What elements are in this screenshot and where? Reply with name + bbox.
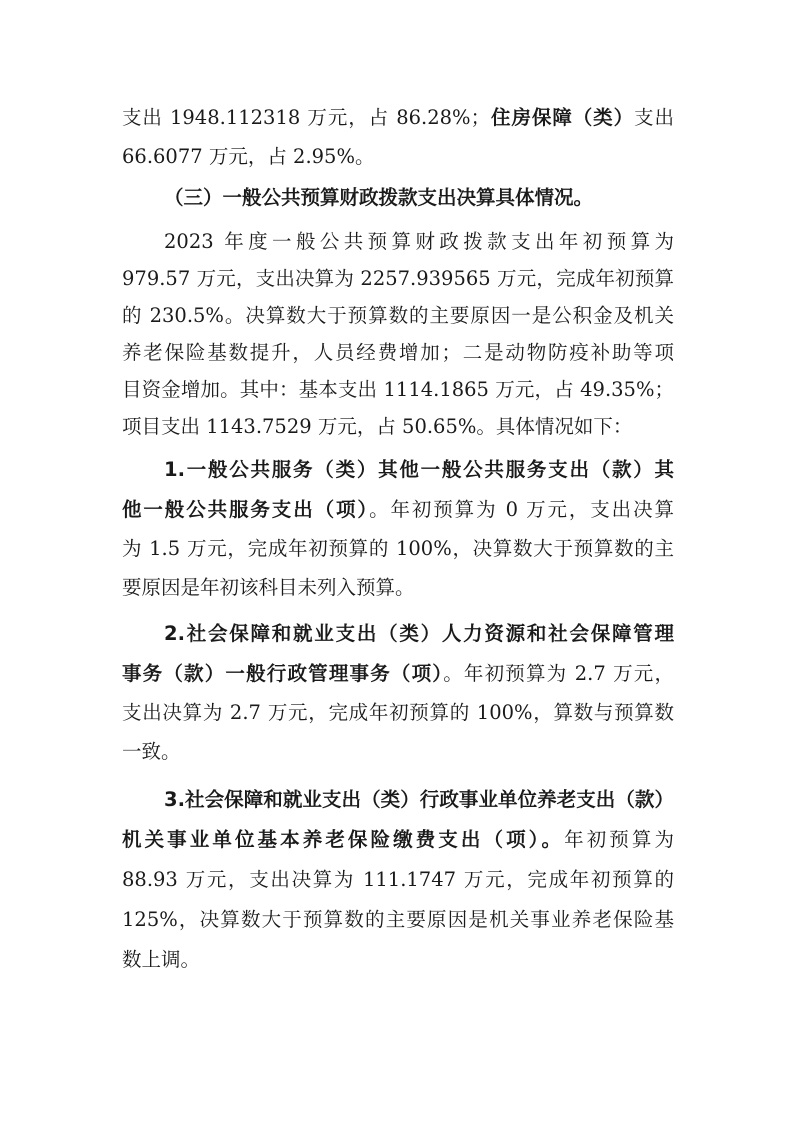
text-line: 为 1.5 万元，完成年初预算的 100%，决算数大于预算数的主 — [122, 537, 674, 560]
text-line: 目资金增加。其中：基本支出 1114.1865 万元，占 49.35%； — [122, 378, 674, 401]
text-line: 他一般公共服务支出（项）。年初预算为 0 万元，支出决算 — [122, 498, 674, 521]
text-line: 要原因是年初该科目未列入预算。 — [122, 576, 415, 599]
text-line: 数上调。 — [122, 948, 201, 971]
text-line: 88.93 万元，支出决算为 111.1747 万元，完成年初预算的 — [122, 868, 674, 891]
text-line: 养老保险基数提升，人员经费增加；二是动物防疫补助等项 — [122, 341, 674, 364]
section-heading: （三）一般公共预算财政拨款支出决算具体情况。 — [164, 186, 594, 209]
item-heading: 1.一般公共服务（类）其他一般公共服务支出（款）其 — [164, 458, 674, 481]
text-line: 979.57 万元，支出决算为 2257.939565 万元，完成年初预算 — [122, 267, 674, 290]
text-line: 66.6077 万元，占 2.95%。 — [122, 145, 375, 168]
item-heading: 2.社会保障和就业支出（类）人力资源和社会保障管理 — [164, 622, 674, 645]
text-line: 支出 1948.112318 万元，占 86.28%；住房保障（类）支出 — [122, 106, 674, 129]
text-line: 的 230.5%。决算数大于预算数的主要原因一是公积金及机关 — [122, 304, 674, 327]
text-line: 2023 年度一般公共预算财政拨款支出年初预算为 — [164, 230, 674, 253]
text-line: 一致。 — [122, 740, 181, 763]
text-line: 支出决算为 2.7 万元，完成年初预算的 100%，算数与预算数 — [122, 701, 674, 724]
text-line: 125%，决算数大于预算数的主要原因是机关事业养老保险基 — [122, 908, 674, 931]
text-line: 机关事业单位基本养老保险缴费支出（项）。年初预算为 — [122, 828, 674, 851]
text-line: 项目支出 1143.7529 万元，占 50.65%。具体情况如下： — [122, 415, 633, 438]
text-line: 事务（款）一般行政管理事务（项）。年初预算为 2.7 万元， — [122, 662, 674, 685]
item-heading: 3.社会保障和就业支出（类）行政事业单位养老支出（款） — [164, 788, 674, 811]
